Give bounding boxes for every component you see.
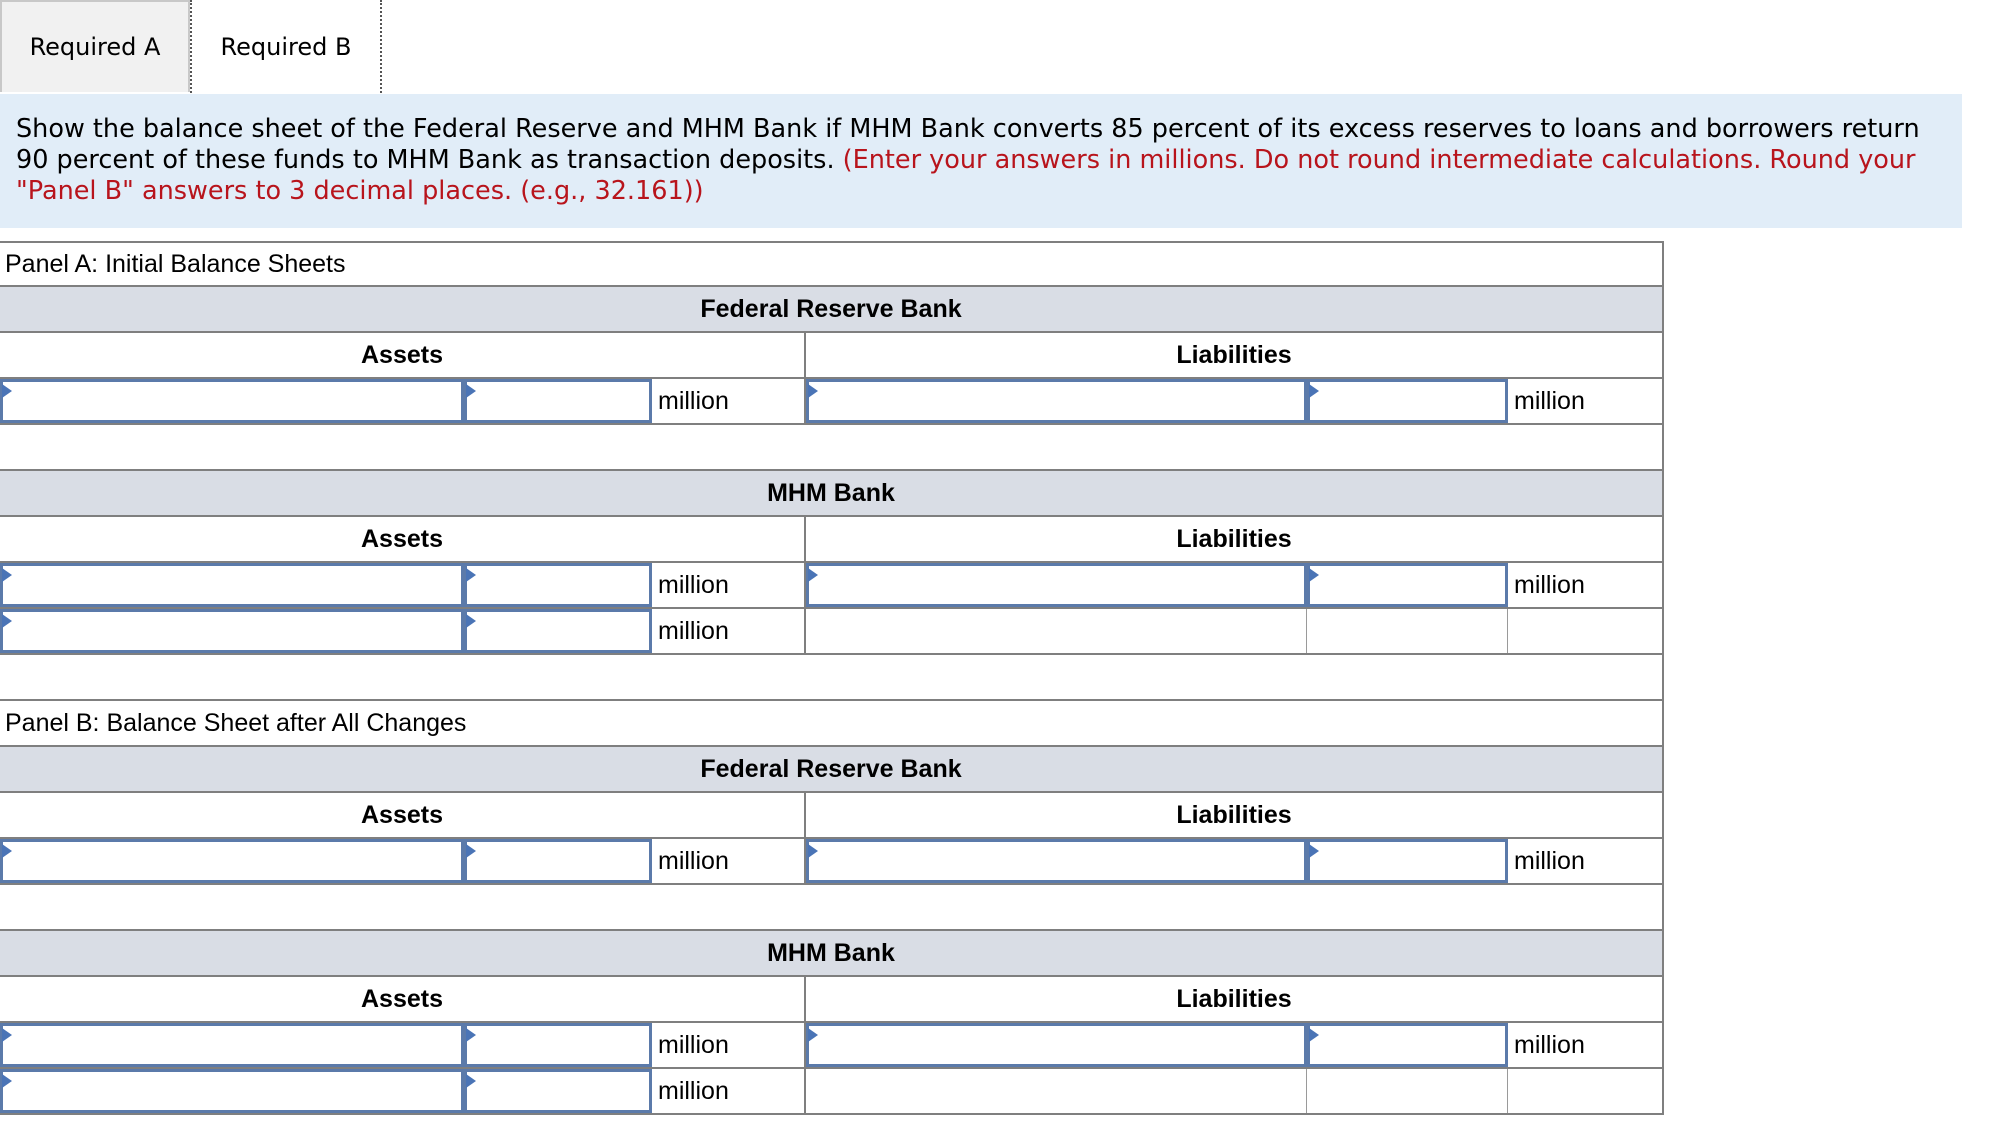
panel-a-mhm-asset-1-amount-input[interactable] [464, 563, 652, 607]
panel-a-mhm-liabilities-header: Liabilities [1176, 524, 1292, 553]
panel-a-fed-asset-1-name-input[interactable] [0, 379, 464, 423]
panel-b-fed-liability-1-amount-input[interactable] [1307, 839, 1508, 883]
panel-b-fed-asset-1-name-input[interactable] [0, 839, 464, 883]
panel-b-mhm-header [0, 931, 1662, 977]
tab-required-a[interactable]: Required A [0, 0, 190, 92]
panel-b-mhm-title: MHM Bank [767, 938, 895, 967]
empty-cell [1508, 609, 1662, 653]
panel-a-mhm-header [0, 471, 1662, 517]
empty-cell [1508, 1069, 1662, 1113]
tab-bar [0, 0, 1962, 96]
panel-b-fed-columns [0, 793, 1662, 839]
panel-a-mhm-title: MHM Bank [767, 478, 895, 507]
panel-a-fed-assets-header: Assets [0, 333, 806, 377]
panel-a-fed-liability-1-amount-input[interactable] [1307, 379, 1508, 423]
spacer-row [0, 655, 1662, 701]
panel-a-mhm-row-2 [0, 609, 1662, 655]
panel-b-mhm-liabilities-header: Liabilities [1176, 984, 1292, 1013]
unit-label: million [1514, 846, 1585, 875]
panel-a-mhm-asset-2-name-input[interactable] [0, 609, 464, 653]
panel-b-fed-assets-header: Assets [0, 793, 806, 837]
panel-a-fed-liabilities-header: Liabilities [1176, 340, 1292, 369]
unit-label: million [1514, 570, 1585, 599]
panel-b-fed-asset-1-amount-input[interactable] [464, 839, 652, 883]
panel-a-mhm-asset-1-name-input[interactable] [0, 563, 464, 607]
instructions-text: Show the balance sheet of the Federal Reserve and MHM Bank if MHM Bank converts 85 percent of its excess reserves to loans and borrowers return 90 percent of these funds to MHM Bank as transaction deposits. [16, 114, 1920, 175]
panel-a-mhm-row-1 [0, 563, 1662, 609]
panel-b-mhm-liability-1-name-input[interactable] [806, 1023, 1307, 1067]
panel-a-fed-asset-1-amount-input[interactable] [464, 379, 652, 423]
unit-label: million [658, 570, 729, 599]
empty-cell [1307, 609, 1508, 653]
unit-label: million [658, 846, 729, 875]
unit-label: million [658, 1030, 729, 1059]
panel-b-fed-liability-1-name-input[interactable] [806, 839, 1307, 883]
panel-b-mhm-asset-1-amount-input[interactable] [464, 1023, 652, 1067]
panel-b-mhm-liability-1-amount-input[interactable] [1307, 1023, 1508, 1067]
panel-b-mhm-row-1 [0, 1023, 1662, 1069]
panel-a-title: Panel A: Initial Balance Sheets [5, 249, 346, 278]
panel-b-mhm-assets-header: Assets [0, 977, 806, 1021]
instructions-banner [0, 94, 1962, 228]
spacer-row [0, 885, 1662, 931]
spacer-row [0, 425, 1662, 471]
panel-a-mhm-liability-1-name-input[interactable] [806, 563, 1307, 607]
tab-required-b[interactable]: Required B [190, 0, 382, 96]
panel-a-fed-header [0, 287, 1662, 333]
panel-a-mhm-asset-2-amount-input[interactable] [464, 609, 652, 653]
panel-a-mhm-assets-header: Assets [0, 517, 806, 561]
panel-b-title-row [0, 701, 1662, 747]
panel-b-fed-row-1 [0, 839, 1662, 885]
unit-label: million [658, 616, 729, 645]
panel-b-fed-title: Federal Reserve Bank [700, 754, 962, 783]
unit-label: million [1514, 386, 1585, 415]
panel-a-mhm-liability-1-amount-input[interactable] [1307, 563, 1508, 607]
panel-b-mhm-columns [0, 977, 1662, 1023]
panel-b-mhm-asset-2-name-input[interactable] [0, 1069, 464, 1113]
balance-sheet-table [0, 241, 1664, 1115]
empty-cell [1307, 1069, 1508, 1113]
panel-a-mhm-columns [0, 517, 1662, 563]
panel-b-mhm-row-2 [0, 1069, 1662, 1115]
panel-a-title-row [0, 241, 1662, 287]
panel-b-fed-liabilities-header: Liabilities [1176, 800, 1292, 829]
panel-a-fed-row-1 [0, 379, 1662, 425]
unit-label: million [658, 386, 729, 415]
empty-cell [806, 1069, 1307, 1113]
panel-b-mhm-asset-2-amount-input[interactable] [464, 1069, 652, 1113]
panel-a-fed-title: Federal Reserve Bank [700, 294, 962, 323]
panel-b-fed-header [0, 747, 1662, 793]
panel-b-mhm-asset-1-name-input[interactable] [0, 1023, 464, 1067]
empty-cell [806, 609, 1307, 653]
panel-a-fed-liability-1-name-input[interactable] [806, 379, 1307, 423]
instructions-note: (Enter your answers in millions. Do not round intermediate calculations. Round your "Panel B" answers to 3 decimal places. (e.g., 32.161)) [16, 145, 1916, 206]
panel-b-title: Panel B: Balance Sheet after All Changes [5, 708, 467, 737]
panel-a-fed-columns [0, 333, 1662, 379]
unit-label: million [1514, 1030, 1585, 1059]
unit-label: million [658, 1076, 729, 1105]
